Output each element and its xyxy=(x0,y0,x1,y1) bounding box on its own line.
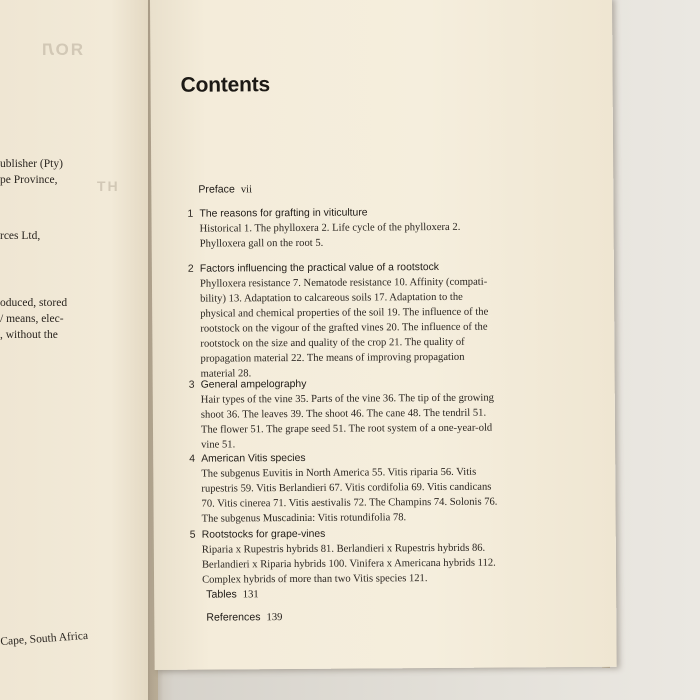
left-page-line: oduced, stored xyxy=(0,297,68,309)
chapter-number: 2 xyxy=(187,263,194,275)
chapter-heading: General ampelography xyxy=(200,378,307,391)
chapter-number: 5 xyxy=(189,529,196,541)
chapter-line: rootstock on the size and quality of the crop 21. The quality of xyxy=(200,336,465,350)
chapter-line: vine 51. xyxy=(201,439,236,451)
chapter-line: Phylloxera gall on the root 5. xyxy=(199,237,324,250)
preface-entry xyxy=(198,183,252,195)
chapter-line: physical and chemical properties of the soil 19. The influence of the xyxy=(200,306,489,320)
chapter-line: rupestris 59. Vitis Berlandieri 67. Vitis cordifolia 69. Vitis candicans xyxy=(201,481,492,495)
chapter-entry-1 xyxy=(187,205,461,252)
chapter-line: Phylloxera resistance 7. Nematode resistance 10. Affinity (compati- xyxy=(199,276,488,290)
chapter-heading: The reasons for grafting in viticulture xyxy=(199,207,368,220)
chapter-line: 70. Vitis cinerea 71. Vitis aestivalis 72. The Champins 74. Solonis 76. xyxy=(201,496,498,510)
preface-page: vii xyxy=(240,184,253,196)
references-page: 139 xyxy=(266,612,283,624)
bleed-through-text: HT xyxy=(95,178,118,194)
chapter-line: shoot 36. The leaves 39. The shoot 46. The cane 48. The tendril 51. xyxy=(200,407,487,421)
left-page-line: rces Ltd, xyxy=(0,230,41,242)
chapter-number: 3 xyxy=(188,379,195,391)
chapter-line: The subgenus Muscadinia: Vitis rotundifolia 78. xyxy=(201,512,407,525)
tables-entry xyxy=(206,588,259,600)
left-page xyxy=(0,0,158,700)
chapter-heading: Rootstocks for grape-vines xyxy=(201,528,326,541)
chapter-line: Berlandieri x Riparia hybrids 100. Vinifera x Americana hybrids 112. xyxy=(201,557,496,571)
chapter-line: The subgenus Euvitis in North America 55. Vitis riparia 56. Vitis xyxy=(201,466,477,480)
left-page-line: / means, elec- xyxy=(0,313,64,325)
chapter-line: Riparia x Rupestris hybrids 81. Berlandieri x Rupestris hybrids 86. xyxy=(201,542,486,556)
chapter-number: 1 xyxy=(187,208,194,220)
chapter-line: material 28. xyxy=(200,368,252,380)
chapter-line: Historical 1. The phylloxera 2. Life cycle of the phylloxera 2. xyxy=(199,221,461,235)
left-page-line: ublisher (Pty) xyxy=(0,158,63,170)
chapter-line: Hair types of the vine 35. Parts of the vine 36. The tip of the growing xyxy=(200,392,494,406)
chapter-entry-4 xyxy=(189,450,498,527)
left-page-line: pe Province, xyxy=(0,174,58,186)
chapter-heading: Factors influencing the practical value of a rootstock xyxy=(199,261,440,275)
left-page-line: Cape, South Africa xyxy=(0,629,89,648)
chapter-entry-5 xyxy=(189,526,496,588)
chapter-line: bility) 13. Adaptation to calcareous soils 17. Adaptation to the xyxy=(200,291,463,305)
chapter-line: rootstock on the vigour of the grafted vines 20. The influence of the xyxy=(200,321,488,335)
chapter-entry-3 xyxy=(188,376,495,453)
tables-page: 131 xyxy=(242,589,259,601)
right-page xyxy=(150,0,617,670)
page-title: Contents xyxy=(180,73,271,97)
preface-label: Preface xyxy=(198,183,235,196)
chapter-line: propagation material 22. The means of improving propagation xyxy=(200,351,465,365)
references-label: References xyxy=(206,611,261,624)
chapter-line: The flower 51. The grape seed 51. The root system of a one-year-old xyxy=(200,422,493,436)
tables-label: Tables xyxy=(206,588,237,601)
chapter-line: Complex hybrids of more than two Vitis species 121. xyxy=(202,573,428,586)
left-page-line: , without the xyxy=(0,329,58,341)
chapter-heading: American Vitis species xyxy=(201,452,306,465)
bleed-through-text: ЯОЛ xyxy=(40,40,83,59)
chapter-number: 4 xyxy=(189,453,196,465)
chapter-entry-2 xyxy=(187,260,489,382)
references-entry xyxy=(206,611,282,624)
